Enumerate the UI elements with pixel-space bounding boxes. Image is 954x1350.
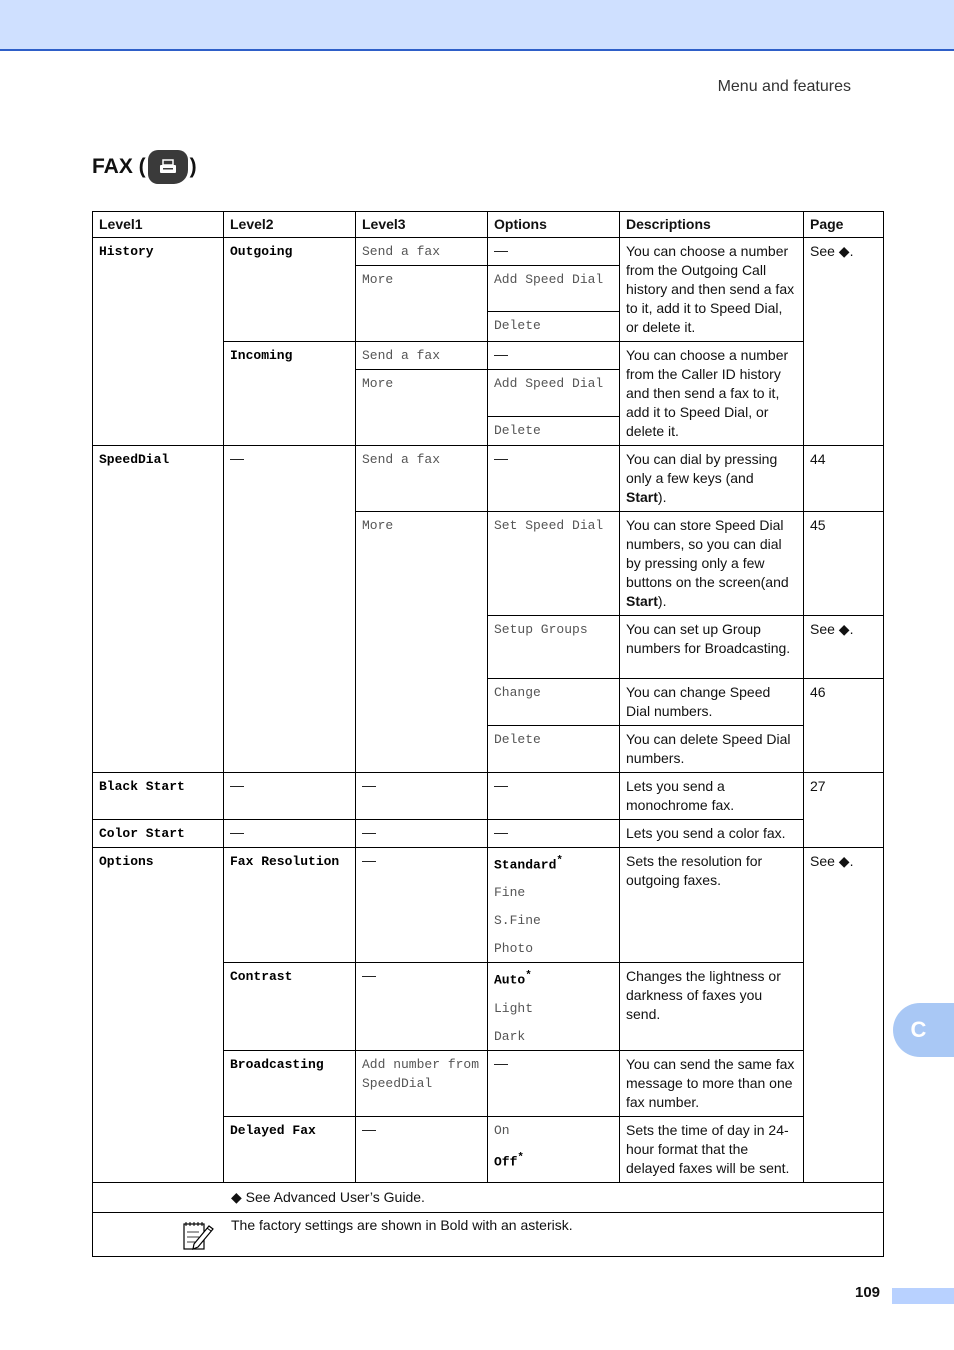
level2-outgoing: Outgoing <box>224 238 356 342</box>
level2-contrast: Contrast <box>224 963 356 1050</box>
desc-change: You can change Speed Dial numbers. <box>620 679 804 726</box>
desc-black-start: Lets you send a monochrome fax. <box>620 773 804 820</box>
footnote-advanced: ◆ See Advanced User’s Guide. <box>93 1182 884 1212</box>
page-title <box>92 150 197 184</box>
level3-add-number: Add number from SpeedDial <box>356 1050 488 1116</box>
start-label: Start <box>626 489 658 505</box>
desc-contrast: Changes the lightness or darkness of faxes you send. <box>620 963 804 1050</box>
level1-options: Options <box>93 848 224 1183</box>
level3-more: More <box>356 266 488 342</box>
option-light: Light <box>494 1000 534 1016</box>
desc-speed-send <box>620 446 804 512</box>
option-dark: Dark <box>494 1028 526 1044</box>
level2-broadcasting: Broadcasting <box>224 1050 356 1116</box>
option-auto: Auto* <box>494 970 532 988</box>
level2-dash: — <box>224 446 356 773</box>
top-band <box>0 0 954 51</box>
level3-more: More <box>356 512 488 773</box>
level3-send-a-fax: Send a fax <box>356 238 488 266</box>
desc-set-speed-end: ). <box>657 593 667 609</box>
header-section-title: Menu and features <box>717 78 851 95</box>
title-label: FAX ( <box>92 155 146 178</box>
option-on: On <box>494 1122 510 1138</box>
options-delayed-fax <box>488 1116 620 1182</box>
option-off: Off* <box>494 1151 524 1169</box>
option-dash: — <box>488 773 620 820</box>
title-close: ) <box>189 155 197 178</box>
level3-dash: — <box>356 848 488 963</box>
desc-set-speed-dial <box>620 512 804 616</box>
desc-speed-send-end: ). <box>657 489 667 505</box>
level1-black-start: Black Start <box>93 773 224 820</box>
options-fax-resolution <box>488 848 620 963</box>
level3-dash: — <box>356 820 488 848</box>
option-dash: — <box>488 820 620 848</box>
note-pencil-icon <box>181 1218 215 1255</box>
page-45: 45 <box>804 512 884 616</box>
level2-fax-resolution: Fax Resolution <box>224 848 356 963</box>
option-dash: — <box>488 342 620 370</box>
col-level2: Level2 <box>224 212 356 238</box>
option-dash: — <box>488 446 620 512</box>
table-header-row <box>93 212 884 238</box>
level1-speeddial: SpeedDial <box>93 446 224 773</box>
page-see-groups: See ◆. <box>804 616 884 679</box>
desc-delete-speed: You can delete Speed Dial numbers. <box>620 726 804 773</box>
page-number: 109 <box>855 1284 881 1301</box>
desc-incoming: You can choose a number from the Caller ID history and then send a fax to it, add it to Speed Dial, or delete it. <box>620 342 804 446</box>
fax-menu-table <box>92 211 884 1257</box>
page-27: 27 <box>804 773 884 848</box>
level3-send-a-fax: Send a fax <box>356 342 488 370</box>
desc-fax-resolution: Sets the resolution for outgoing faxes. <box>620 848 804 963</box>
page-44: 44 <box>804 446 884 512</box>
page-number-bar <box>892 1288 954 1304</box>
desc-outgoing: You can choose a number from the Outgoing Call history and then send a fax to it, add it to Speed Dial, or delete it. <box>620 238 804 342</box>
option-dash: — <box>488 238 620 266</box>
level2-incoming: Incoming <box>224 342 356 446</box>
level3-more: More <box>356 370 488 446</box>
level3-send-a-fax: Send a fax <box>356 446 488 512</box>
desc-set-speed-text: You can store Speed Dial numbers, so you can dial by pressing only a few buttons on the screen(and <box>626 517 789 590</box>
page-46: 46 <box>804 679 884 773</box>
option-setup-groups: Setup Groups <box>488 616 620 679</box>
level2-dash: — <box>224 820 356 848</box>
col-level3: Level3 <box>356 212 488 238</box>
fax-icon <box>148 150 188 184</box>
option-set-speed-dial: Set Speed Dial <box>488 512 620 616</box>
col-options: Options <box>488 212 620 238</box>
desc-delayed-fax: Sets the time of day in 24-hour format that the delayed faxes will be sent. <box>620 1116 804 1182</box>
col-level1: Level1 <box>93 212 224 238</box>
options-contrast <box>488 963 620 1050</box>
level3-dash: — <box>356 773 488 820</box>
page-see-options: See ◆. <box>804 848 884 1183</box>
option-sfine: S.Fine <box>494 913 541 929</box>
option-standard: Standard* <box>494 855 563 873</box>
option-change: Change <box>488 679 620 726</box>
col-descriptions: Descriptions <box>620 212 804 238</box>
chapter-tab: C <box>893 1003 954 1057</box>
level3-dash: — <box>356 963 488 1050</box>
footnote-factory-row <box>93 1212 884 1256</box>
option-add-speed-dial: Add Speed Dial <box>488 266 620 312</box>
level2-dash: — <box>224 773 356 820</box>
option-delete: Delete <box>488 417 620 446</box>
level3-dash: — <box>356 1116 488 1182</box>
start-label: Start <box>626 593 658 609</box>
option-delete: Delete <box>488 726 620 773</box>
desc-color-start: Lets you send a color fax. <box>620 820 804 848</box>
desc-speed-send-text: You can dial by pressing only a few keys (and <box>626 451 778 486</box>
desc-broadcasting: You can send the same fax message to more than one fax number. <box>620 1050 804 1116</box>
desc-setup-groups: You can set up Group numbers for Broadcasting. <box>620 616 804 679</box>
option-fine: Fine <box>494 885 526 901</box>
option-photo: Photo <box>494 941 534 957</box>
level2-delayed-fax: Delayed Fax <box>224 1116 356 1182</box>
col-page: Page <box>804 212 884 238</box>
level1-color-start: Color Start <box>93 820 224 848</box>
option-add-speed-dial: Add Speed Dial <box>488 370 620 417</box>
level1-history: History <box>93 238 224 446</box>
option-dash: — <box>488 1050 620 1116</box>
page-see-history: See ◆. <box>804 238 884 446</box>
option-delete: Delete <box>488 312 620 342</box>
footnote-factory: The factory settings are shown in Bold with an asterisk. <box>231 1216 573 1233</box>
